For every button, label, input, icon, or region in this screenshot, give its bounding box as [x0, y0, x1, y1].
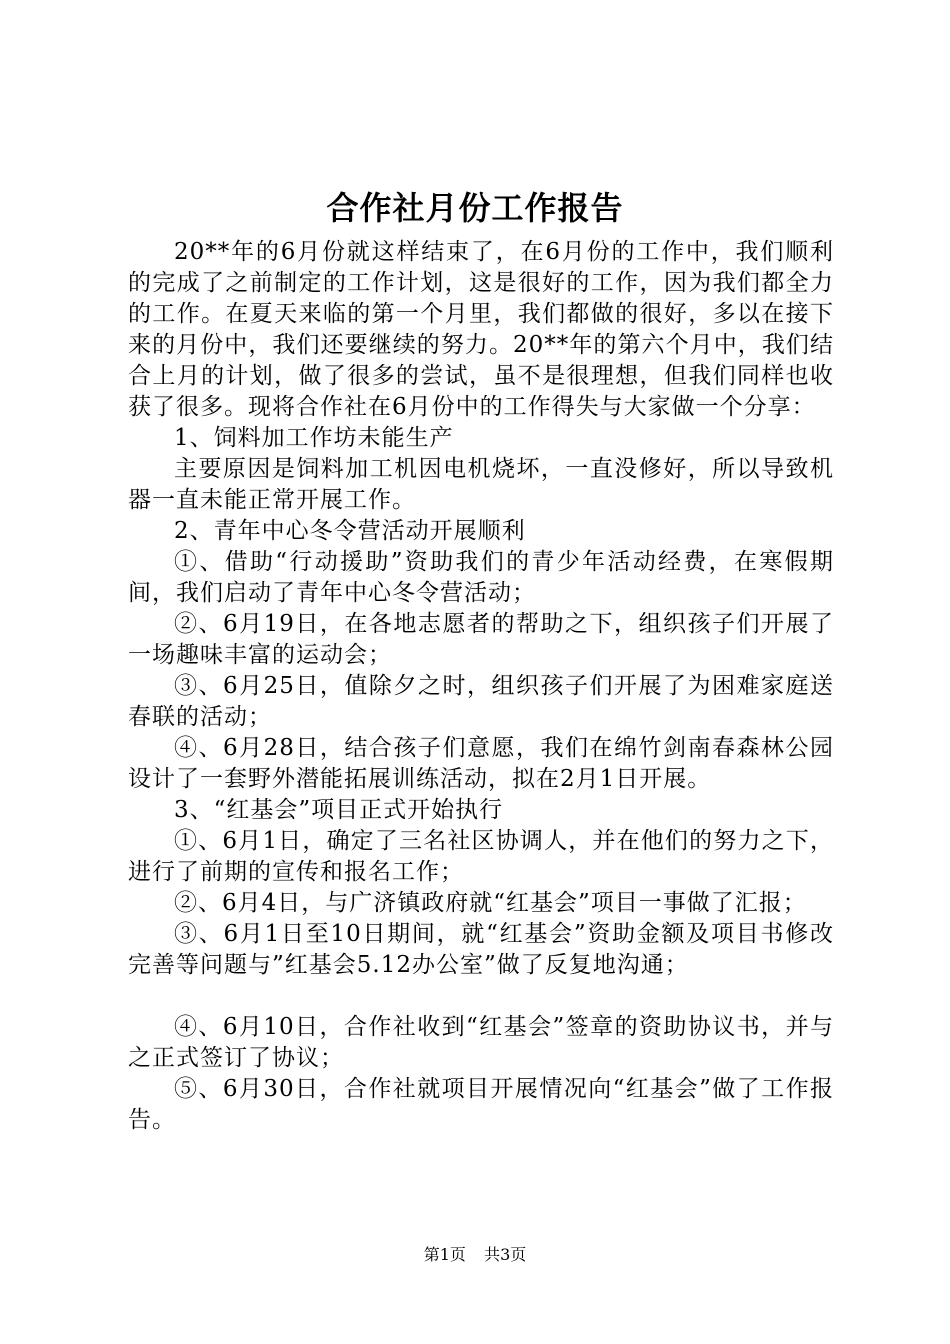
project-item-4: ④、6月10日，合作社收到“红基会”签章的资助协议书，并与之正式签订了协议； — [128, 1014, 834, 1071]
page-footer — [0, 1244, 950, 1266]
intro-paragraph: 20**年的6月份就这样结束了，在6月份的工作中，我们顺利的完成了之前制定的工作计划，这是很好的工作，因为我们都全力的工作。在夏天来临的第一个月里，我们都做的很好，多以在接下来的月份中，我们还要继续的努力。20**年的第六个月中，我们结合上月的计划，做了很多的尝试，虽不是很理想，但我们同样也收获了很多。现将合作社在6月份中的工作得失与大家做一个分享： — [128, 239, 834, 420]
document-title: 合作社月份工作报告 — [326, 189, 624, 227]
page-number: 第1页 — [423, 1245, 466, 1264]
youth-camp-item-2: ②、6月19日，在各地志愿者的帮助之下，组织孩子们开展了一场趣味丰富的运动会； — [128, 611, 834, 668]
project-item-2: ②、6月4日，与广济镇政府就“红基会”项目一事做了汇报； — [174, 890, 807, 916]
total-pages: 共3页 — [484, 1245, 527, 1264]
feed-workshop-paragraph: 主要原因是饲料加工机因电机烧坏，一直没修好，所以导致机器一直未能正常开展工作。 — [128, 456, 834, 513]
section-heading-youth-camp: 2、青年中心冬令营活动开展顺利 — [174, 518, 526, 544]
document-body — [128, 237, 834, 1136]
blank-line — [128, 981, 834, 1012]
project-item-5: ⑤、6月30日，合作社就项目开展情况向“红基会”做了工作报告。 — [128, 1076, 834, 1133]
youth-camp-item-4: ④、6月28日，结合孩子们意愿，我们在绵竹剑南春森林公园设计了一套野外潜能拓展训练活动，拟在2月1日开展。 — [128, 735, 834, 792]
section-heading-feed-workshop: 1、饲料加工作坊未能生产 — [174, 425, 454, 451]
project-item-3: ③、6月1日至10日期间，就“红基会”资助金额及项目书修改完善等问题与”红基会5.12办公室”做了反复地沟通； — [128, 921, 834, 978]
youth-camp-item-1: ①、借助“行动援助”资助我们的青少年活动经费，在寒假期间，我们启动了青年中心冬令营活动； — [128, 549, 834, 606]
section-heading-red-cross-project: 3、“红基会”项目正式开始执行 — [174, 797, 504, 823]
youth-camp-item-3: ③、6月25日，值除夕之时，组织孩子们开展了为困难家庭送春联的活动； — [128, 673, 834, 730]
project-item-1: ①、6月1日，确定了三名社区协调人，并在他们的努力之下，进行了前期的宣传和报名工作； — [128, 828, 834, 885]
